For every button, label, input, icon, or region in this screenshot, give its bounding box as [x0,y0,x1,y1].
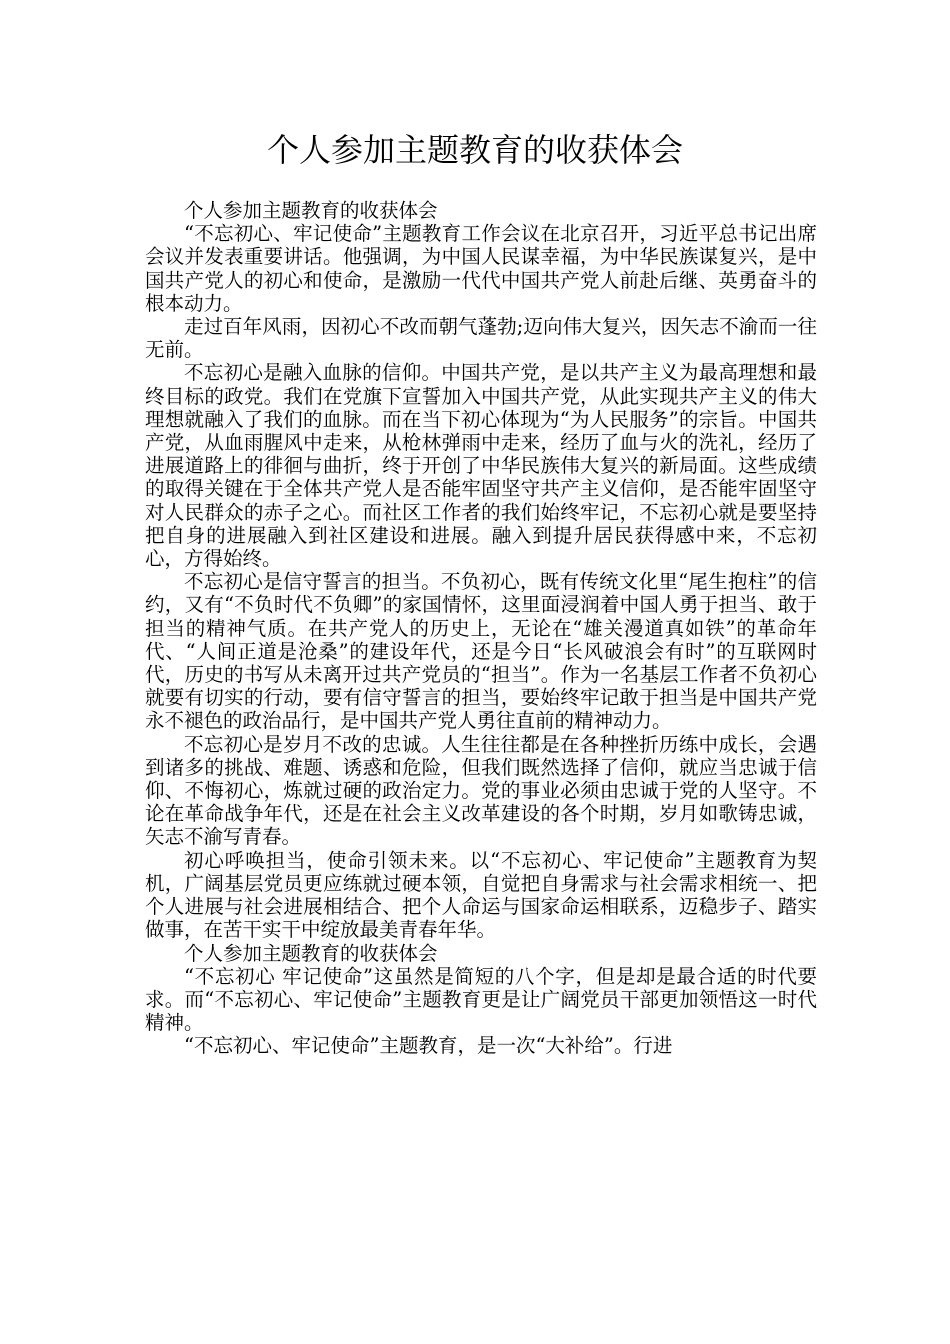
paragraph-subtitle: 个人参加主题教育的收获体会 [184,941,438,965]
paragraph: 不忘初心是融入血脉的信仰。中国共产党，是以共产主义为最高理想和最终目标的政党。我们在党旗下宣誓加入中国共产党，从此实现共产主义的伟大理想就融入了我们的血脉。而在当下初心体现为“为人民服务”的宗旨。中国共产党，从血雨腥风中走来，从枪林弹雨中走来，经历了血与火的洗礼，经历了进展道路上的徘徊与曲折，终于开创了中华民族伟大复兴的新局面。这些成绩的取得关键在于全体共产党人是否能牢固坚守共产主义信仰，是否能牢固坚守对人民群众的赤子之心。而社区工作者的我们始终牢记，不忘初心就是要坚持把自身的进展融入到社区建设和进展。融入到提升居民获得感中来，不忘初心，方得始终。 [145,361,817,571]
paragraph: 不忘初心是岁月不改的忠诚。人生往往都是在各种挫折历练中成长，会遇到诸多的挑战、难题、诱惑和危险，但我们既然选择了信仰，就应当忠诚于信仰、不悔初心，炼就过硬的政治定力。党的事业必须由忠诚于党的人坚守。不论在革命战争年代，还是在社会主义改革建设的各个时期，岁月如歌铸忠诚，矢志不渝写青春。 [145,732,817,849]
paragraph: “不忘初心、牢记使命”主题教育，是一次“大补给”。行进 [184,1034,673,1058]
paragraph-subtitle: 个人参加主题教育的收获体会 [184,199,438,222]
paragraph: “不忘初心 牢记使命”这虽然是简短的八个字，但是却是最合适的时代要求。而“不忘初心、牢记使命”主题教育更是让广阔党员干部更加领悟这一时代精神。 [145,964,817,1035]
document-title: 个人参加主题教育的收获体会 [266,131,683,169]
document-body [145,199,817,1058]
paragraph: “不忘初心、牢记使命”主题教育工作会议在北京召开，习近平总书记出席会议并发表重要讲话。他强调，为中国人民谋幸福，为中华民族谋复兴，是中国共产党人的初心和使命，是激励一代代中国共产党人前赴后继、英勇奋斗的根本动力。 [145,222,817,315]
paragraph: 走过百年风雨，因初心不改而朝气蓬勃;迈向伟大复兴，因矢志不渝而一往无前。 [145,315,817,362]
paragraph: 不忘初心是信守誓言的担当。不负初心，既有传统文化里“尾生抱柱”的信约，又有“不负时代不负卿”的家国情怀，这里面浸润着中国人勇于担当、敢于担当的精神气质。在共产党人的历史上，无论在“雄关漫道真如铁”的革命年代、“人间正道是沧桑”的建设年代，还是今日“长风破浪会有时”的互联网时代，历史的书写从未离开过共产党员的“担当”。作为一名基层工作者不负初心就要有切实的行动，要有信守誓言的担当，要始终牢记敢于担当是中国共产党永不褪色的政治品行，是中国共产党人勇往直前的精神动力。 [145,570,817,733]
paragraph: 初心呼唤担当，使命引领未来。以“不忘初心、牢记使命”主题教育为契机，广阔基层党员更应练就过硬本领，自觉把自身需求与社会需求相统一、把个人进展与社会进展相结合、把个人命运与国家命运相联系，迈稳步子、踏实做事，在苦干实干中绽放最美青春年华。 [145,848,817,942]
